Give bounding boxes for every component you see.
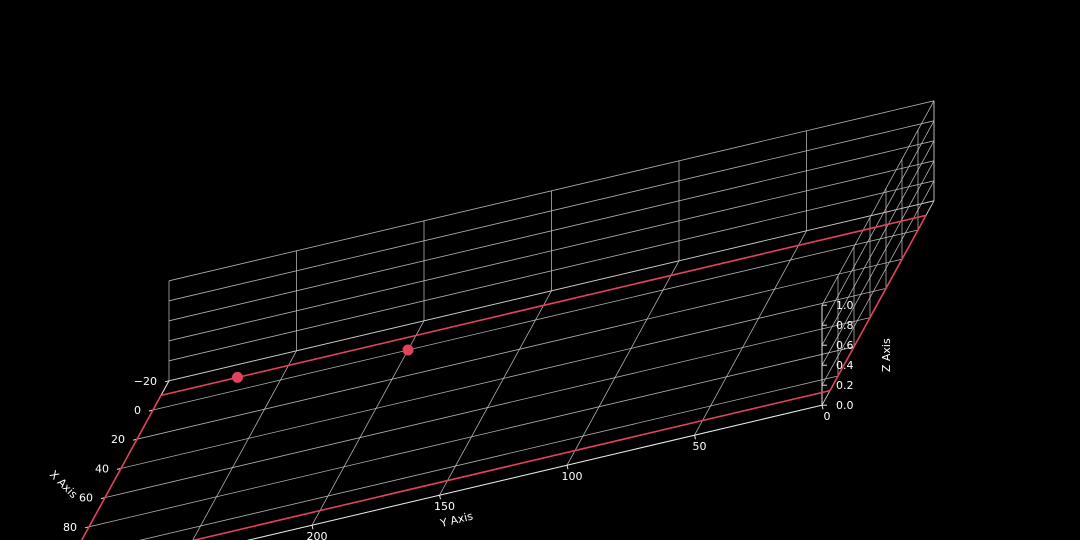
z-tick-label: 0.8 — [836, 319, 854, 333]
data-point — [232, 372, 243, 383]
z-tick-label: 0.2 — [836, 379, 854, 393]
y-axis-label: Y Axis — [439, 509, 475, 531]
z-gridline-side — [822, 141, 934, 345]
z-gridline-side — [822, 161, 934, 365]
data-point — [403, 345, 414, 356]
axis-panes — [57, 101, 934, 540]
x-tick-label: 60 — [79, 491, 93, 505]
rectangle-edge — [161, 215, 926, 395]
x-axis-line — [57, 381, 169, 540]
y-tick-mark — [567, 465, 568, 469]
rectangle-edge — [65, 395, 161, 540]
y-tick-label: 50 — [692, 440, 707, 454]
y-tick-mark — [440, 495, 441, 499]
y-tick-label: 100 — [561, 470, 583, 484]
x-tick-label: 0 — [134, 404, 141, 417]
y-tick-mark — [695, 435, 696, 439]
z-gridline-back — [169, 141, 934, 321]
x-tick-label: 20 — [111, 433, 125, 447]
x-tick-label: −20 — [133, 374, 157, 388]
y-tick-label: 200 — [306, 530, 328, 540]
y-tick-label: 150 — [434, 500, 455, 514]
z-gridline-back — [169, 161, 934, 341]
z-tick-label: 0.0 — [836, 399, 854, 413]
y-gridline-floor — [567, 261, 679, 465]
y-tick-mark — [312, 525, 313, 529]
y-gridline-floor — [695, 231, 807, 435]
z-axis-label: Z Axis — [880, 338, 893, 373]
y-gridline-floor — [57, 381, 169, 540]
y-tick-label: 0 — [823, 410, 831, 424]
x-tick-label: 80 — [63, 520, 77, 534]
x-axis-label: X Axis — [46, 467, 81, 502]
z-tick-label: 0.6 — [836, 339, 854, 353]
z-gridline-side — [822, 181, 934, 385]
y-tick-mark — [822, 405, 823, 409]
z-tick-label: 0.4 — [836, 359, 854, 373]
gridlines — [57, 101, 934, 540]
floor-pane — [57, 201, 934, 540]
z-tick-label: 1.0 — [836, 299, 854, 313]
y-gridline-floor — [440, 291, 552, 495]
x-tick-label: 40 — [95, 462, 109, 476]
